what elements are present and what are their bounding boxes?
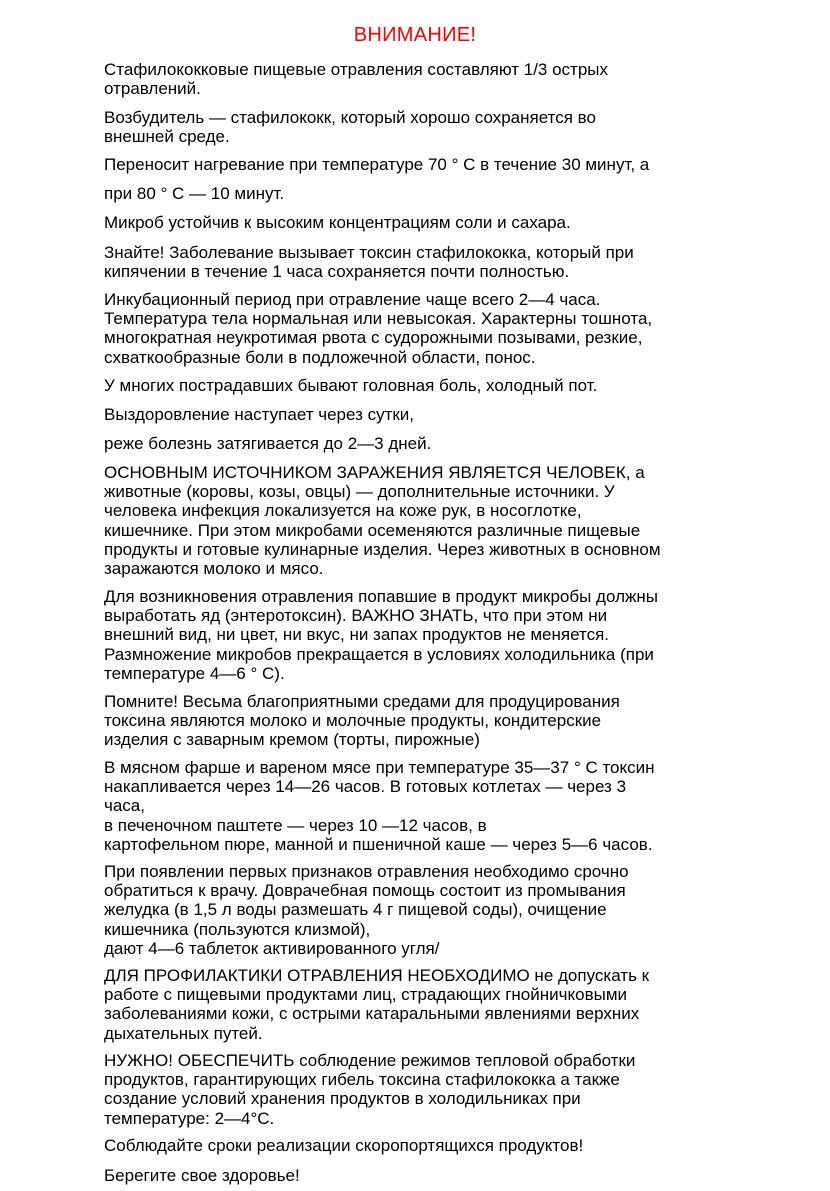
- text-line: продукты и готовые кулинарные изделия. Через животных в основном: [104, 539, 661, 559]
- text-line: Выздоровление наступает через сутки,: [104, 405, 415, 424]
- text-line: работе с пищевыми продуктами лиц, страдающих гнойничковыми: [104, 985, 627, 1005]
- paragraph-heating-70: [104, 155, 744, 174]
- text-line: В мясном фарше и вареном мясе при температуре 35—37 ° С токсин: [104, 758, 655, 777]
- paragraph-closing: [104, 1166, 744, 1185]
- text-line: температуре: 2—4°С.: [104, 1108, 275, 1128]
- text-line: дают 4—6 таблеток активированного угля/: [104, 938, 440, 958]
- text-line: картофельном пюре, манной и пшеничной каше — через 5—6 часов.: [104, 834, 653, 854]
- text-line: Микроб устойчив к высоким концентрациям соли и сахара.: [104, 213, 571, 232]
- text-line: Инкубационный период при отравление чаще всего 2—4 часа.: [104, 290, 601, 309]
- paragraph-salt-sugar: [104, 213, 744, 232]
- text-line: Переносит нагревание при температуре 70 ° С в течение 30 минут, а: [104, 155, 650, 174]
- text-line: при 80 ° С — 10 минут.: [104, 184, 285, 203]
- paragraph-incubation: [104, 290, 744, 367]
- paragraph-symptoms: [104, 376, 744, 395]
- text-line: У многих пострадавших бывают головная боль, холодный пот.: [104, 376, 598, 395]
- text-line: При появлении первых признаков отравления необходимо срочно: [104, 862, 629, 881]
- text-line: ОСНОВНЫМ ИСТОЧНИКОМ ЗАРАЖЕНИЯ ЯВЛЯЕТСЯ ЧЕЛОВЕК, а: [104, 463, 645, 482]
- text-line: продуктов, гарантирующих гибель токсина стафилококка а также: [104, 1070, 620, 1090]
- text-line: внешней среде.: [104, 127, 230, 147]
- paragraph-first-aid: [104, 862, 744, 958]
- paragraph-accumulation-times: [104, 758, 744, 854]
- paragraph-heating-80: [104, 184, 744, 203]
- text-line: отравлений.: [104, 79, 201, 99]
- text-line: Для возникновения отравления попавшие в продукт микробы должны: [104, 587, 658, 606]
- text-line: Температура тела нормальная или невысокая. Характерны тошнота,: [104, 309, 653, 329]
- text-line: НУЖНО! ОБЕСПЕЧИТЬ соблюдение режимов тепловой обработки: [104, 1051, 636, 1070]
- text-line: Берегите свое здоровье!: [104, 1166, 300, 1185]
- text-line: Возбудитель — стафилококк, который хорошо сохраняется во: [104, 108, 596, 127]
- text-line: дыхательных путей.: [104, 1023, 263, 1043]
- text-line: реже болезнь затягивается до 2—3 дней.: [104, 434, 432, 453]
- paragraph-enterotoxin: [104, 587, 744, 683]
- text-line: кишечника (пользуются клизмой),: [104, 919, 371, 939]
- paragraph-staph-share: [104, 60, 744, 98]
- text-line: животные (коровы, козы, овцы) — дополнительные источники. У: [104, 482, 615, 502]
- text-line: человека инфекция локализуется на коже рук, в носоглотке,: [104, 501, 582, 521]
- text-line: выработать яд (энтеротоксин). ВАЖНО ЗНАТЬ, что при этом ни: [104, 606, 608, 626]
- text-line: изделия с заварным кремом (торты, пирожные): [104, 730, 480, 750]
- text-line: кипячении в течение 1 часа сохраняется почти полностью.: [104, 262, 570, 282]
- paragraph-toxin: [104, 243, 744, 281]
- text-line: токсина являются молоко и молочные продукты, кондитерские: [104, 711, 602, 731]
- text-line: в печеночном паштете — через 10 —12 часов, в: [104, 815, 487, 835]
- paragraph-prolonged: [104, 434, 744, 453]
- text-line: обратиться к врачу. Доврачебная помощь состоит из промывания: [104, 881, 626, 901]
- page-title: ВНИМАНИЕ!: [353, 24, 477, 46]
- text-line: заболеваниями кожи, с острыми катаральными явлениями верхних: [104, 1004, 640, 1024]
- text-line: создание условий хранения продуктов в холодильниках при: [104, 1089, 581, 1109]
- text-line: Соблюдайте сроки реализации скоропортящихся продуктов!: [104, 1136, 584, 1155]
- text-line: внешний вид, ни цвет, ни вкус, ни запах продуктов не меняется.: [104, 625, 610, 645]
- paragraph-pathogen: [104, 108, 744, 146]
- text-line: Помните! Весьма благоприятными средами для продуцирования: [104, 692, 620, 711]
- text-line: температуре 4—6 ° С).: [104, 663, 285, 683]
- text-line: схваткообразные боли в подложечной области, понос.: [104, 347, 536, 367]
- paragraph-main-source: [104, 463, 744, 578]
- text-line: Стафилококковые пищевые отравления составляют 1/3 острых: [104, 60, 609, 79]
- text-line: накапливается через 14—26 часов. В готовых котлетах — через 3: [104, 777, 627, 797]
- paragraph-shelf-life: [104, 1136, 744, 1155]
- text-line: Размножение микробов прекращается в условиях холодильника (при: [104, 644, 654, 664]
- paragraph-favorable-media: [104, 692, 744, 750]
- text-line: Знайте! Заболевание вызывает токсин стафилококка, который при: [104, 243, 634, 262]
- text-line: многократная неукротимая рвота с судорожными позывами, резкие,: [104, 328, 643, 348]
- paragraph-prevention: [104, 966, 744, 1043]
- text-line: кишечнике. При этом микробами осеменяются различные пищевые: [104, 520, 641, 540]
- text-line: ДЛЯ ПРОФИЛАКТИКИ ОТРАВЛЕНИЯ НЕОБХОДИМО не допускать к: [104, 966, 650, 985]
- text-line: заражаются молоко и мясо.: [104, 559, 324, 579]
- text-line: часа,: [104, 796, 145, 816]
- paragraph-recovery: [104, 405, 744, 424]
- text-line: желудка (в 1,5 л воды размешать 4 г пищевой соды), очищение: [104, 900, 607, 920]
- paragraph-heat-treatment: [104, 1051, 744, 1128]
